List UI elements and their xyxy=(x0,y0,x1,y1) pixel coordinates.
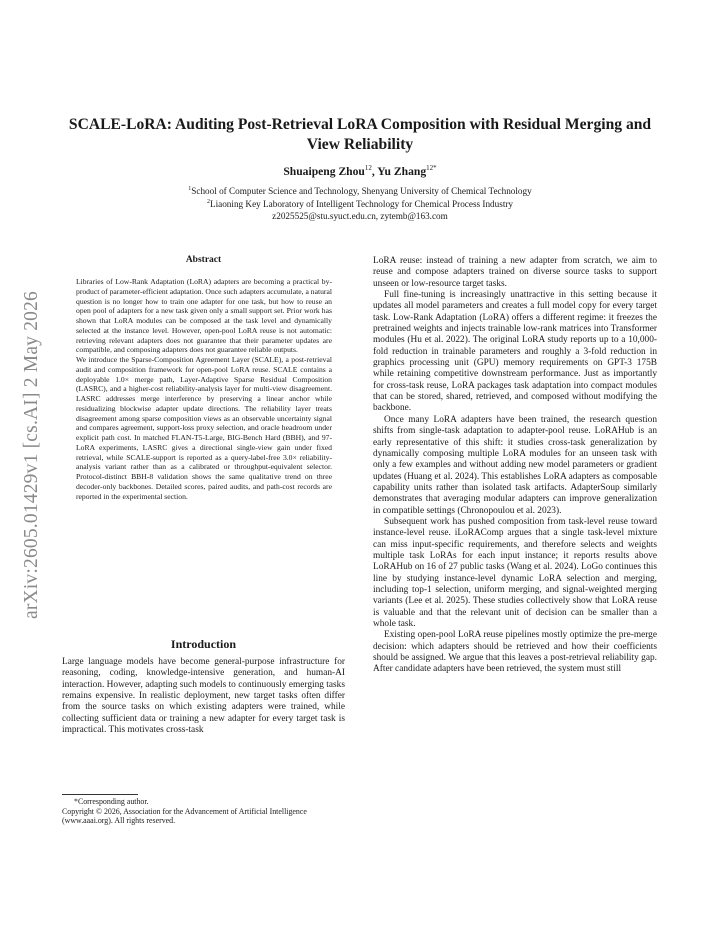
affiliation-line xyxy=(60,184,660,197)
abstract-paragraph: We introduce the Sparse-Composition Agreement Layer (SCALE), a post-retrieval audit and composition framework for open-pool LoRA reuse. SCALE contains a deployable 1.0× merge path, Layer-Adaptive Sparse Residual Composition (LASRC), and a higher-cost reliability-analysis layer for multi-view disagreement. LASRC addresses merge interference by preserving a linear anchor while residualizing blockwise adapter update directions. The reliability layer treats disagreement among sparse composition views as an observable uncertainty signal and compares agreement, support-loss proxy selection, and oracle headroom under explicit path cost. In matched FLAN-T5-Large, BIG-Bench Hard (BBH), and 97-LoRA experiments, LASRC gives a directional single-view gain under fixed retrieval, while SCALE-support is reported as a query-label-free 3.0× reliability-analysis variant rather than as a calibrated or throughput-equivalent selector. Protocol-distinct BBH-8 validation shows the same qualitative trend on three decoder-only backbones. Detailed scores, paired audits, and path-cost records are reported in the experimental section. xyxy=(76,355,332,501)
body-paragraph: Subsequent work has pushed composition from task-level reuse toward instance-level reuse. iLoRAComp argues that a single task-level mixture can miss input-specific requirements, and therefore selects and weights multiple task LoRAs for each input instance; it reports results above LoRAHub on 16 of 27 public tasks (Wang et al. 2024). LoGo continues this line by studying instance-level dynamic LoRA selection and merging, including top-1 selection, uniform merging, and signal-weighted merging variants (Lee et al. 2025). These studies collectively show that LoRA reuse is valuable and that the relevant unit of decision can be smaller than a whole task. xyxy=(373,516,657,629)
affiliation-text: School of Computer Science and Technology, Shenyang University of Chemical Technology xyxy=(191,186,532,197)
author-affiliation-mark: 12* xyxy=(426,164,437,172)
arxiv-identifier: arXiv:2605.01429v1 [cs.AI] 2 May 2026 xyxy=(21,290,42,620)
copyright-note: Copyright © 2026, Association for the Advancement of Artificial Intelligence (www.aaai.org). All rights reserved. xyxy=(62,806,307,826)
affiliation-line xyxy=(60,197,660,210)
footnote-rule xyxy=(62,794,138,795)
right-column xyxy=(373,256,657,676)
paper-title: SCALE-LoRA: Auditing Post-Retrieval LoRA Composition with Residual Merging and View Reliability xyxy=(68,116,652,153)
corresponding-author-note: *Corresponding author. xyxy=(74,797,149,806)
abstract-paragraph: Libraries of Low-Rank Adaptation (LoRA) adapters are becoming a practical by-product of parameter-efficient adaptation. Once such adapters accumulate, a natural question is no longer how to train one adapter for one task, but how to reuse an open pool of adapters for a new task given only a small support set. Prior work has shown that LoRA modules can be composed at the task level and dynamically selected at the instance level. However, open-pool LoRA reuse is not automatic: retrieving relevant adapters does not guarantee that their parameter updates are compatible, and composing adapters does not guarantee reliable outputs. xyxy=(76,277,332,355)
affiliation-mark: 2 xyxy=(206,199,210,206)
email-line: z2025525@stu.syuct.edu.cn, zytemb@163.com xyxy=(272,210,448,221)
author-line xyxy=(60,164,660,178)
introduction-body xyxy=(62,657,345,736)
body-paragraph: LoRA reuse: instead of training a new adapter from scratch, we aim to reuse and compose adapters trained on diverse source tasks to support unseen or low-resource target tasks. xyxy=(373,256,657,289)
body-paragraph: Once many LoRA adapters have been trained, the research question shifts from single-task adaptation to adapter-pool reuse. LoRAHub is an early representative of this shift: it studies cross-task generalization by dynamically composing multiple LoRA modules for an unseen task with only a few examples and without adding new model parameters or gradient updates (Huang et al. 2024). This establishes LoRA adapters as composable capability units rather than isolated task artifacts. AdapterSoup similarly demonstrates that averaging modular adapters can improve generalization in compatible settings (Chronopoulou et al. 2023). xyxy=(373,414,657,516)
abstract-heading: Abstract xyxy=(185,255,222,265)
body-paragraph: Large language models have become general-purpose infrastructure for reasoning, coding, knowledge-intensive generation, and human-AI interaction. However, adapting such models to continuously emerging tasks remains expensive. In realistic deployment, new target tasks often differ from the source tasks on which existing adapters were trained, while collecting sufficient data or training a new adapter for every target task is impractical. This motivates cross-task xyxy=(62,657,345,736)
arxiv-watermark xyxy=(18,265,46,645)
affiliations xyxy=(60,184,660,222)
footnote xyxy=(62,797,345,826)
body-paragraph: Full fine-tuning is increasingly unattractive in this setting because it updates all model parameters and creates a full model copy for every target task. Low-Rank Adaptation (LoRA) offers a different regime: it freezes the pretrained weights and injects trainable low-rank matrices into Transformer modules (Hu et al. 2022). The original LoRA study reports up to a 10,000-fold reduction in trainable parameters and roughly a 3-fold reduction in graphics processing unit (GPU) memory requirements on GPT-3 175B while retaining competitive downstream performance. Just as importantly for cross-task reuse, LoRA packages task adaptation into compact modules that can be stored, shared, retrieved, and composed without modifying the backbone. xyxy=(373,290,657,414)
body-paragraph: Existing open-pool LoRA reuse pipelines mostly optimize the pre-merge decision: which adapters should be retrieved and how their coefficients should be assigned. We argue that this leaves a post-retrieval reliability gap. After candidate adapters have been retrieved, the system must still xyxy=(373,630,657,675)
affiliation-mark: 1 xyxy=(188,186,192,192)
author-name: Yu Zhang xyxy=(377,164,427,178)
author-separator: , xyxy=(371,164,378,178)
affiliation-text: Liaoning Key Laboratory of Intelligent Technology for Chemical Process Industry xyxy=(209,199,514,210)
abstract-body xyxy=(76,277,332,501)
section-heading-introduction: Introduction xyxy=(170,637,237,651)
author-name: Shuaipeng Zhou xyxy=(283,164,365,178)
author-affiliation-mark: 12 xyxy=(364,164,372,172)
